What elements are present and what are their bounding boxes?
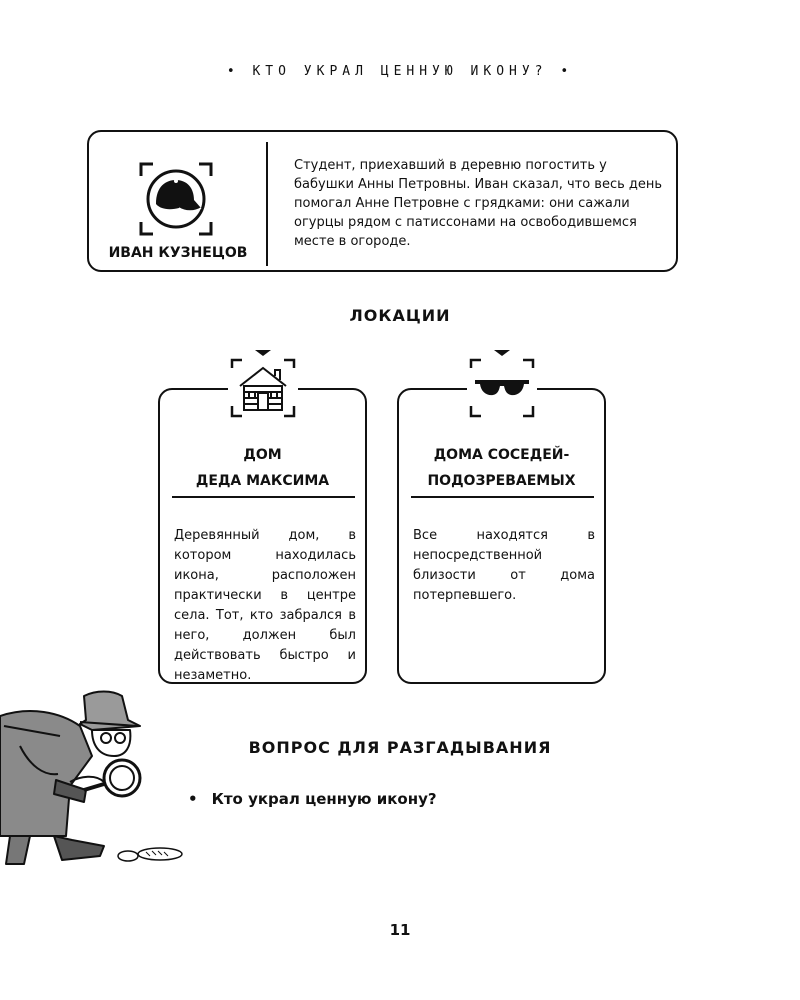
location-divider xyxy=(411,496,594,498)
question-text: Кто украл ценную икону? xyxy=(211,790,437,808)
location-title-line2: ДЕДА МАКСИМА xyxy=(195,473,330,489)
location-title-line1: ДОМА СОСЕДЕЙ- xyxy=(433,447,570,463)
sunglasses-icon xyxy=(467,346,537,426)
log-cabin-icon xyxy=(228,346,298,426)
question-title: ВОПРОС ДЛЯ РАЗГАДЫВАНИЯ xyxy=(248,738,552,757)
location-title-line1: ДОМ xyxy=(243,447,282,463)
detective-illustration xyxy=(0,686,190,866)
question-list-item xyxy=(188,790,437,808)
baseball-cap-icon xyxy=(139,162,213,236)
suspect-profile-card xyxy=(87,130,678,272)
locations-title: ЛОКАЦИИ xyxy=(349,306,451,325)
suspect-name: ИВАН КУЗНЕЦОВ xyxy=(108,245,248,261)
location-card-neighbors-houses xyxy=(397,388,606,684)
running-header: • КТО УКРАЛ ЦЕННУЮ ИКОНУ? • xyxy=(226,64,574,79)
location-card-grandpa-house xyxy=(158,388,367,684)
location-description: Деревянный дом, в котором находилась икона, расположен практически в центре села. Тот, кто забрался в него, должен был действовать быстро и незаметно. xyxy=(174,528,356,683)
location-description: Все находятся в непосредственной близости от дома потерпевшего. xyxy=(413,528,595,603)
profile-divider xyxy=(266,142,268,266)
bullet: • xyxy=(188,790,198,808)
location-divider xyxy=(172,496,355,498)
page-number: 11 xyxy=(389,921,411,939)
suspect-bio: Студент, приехавший в деревню погостить у бабушки Анны Петровны. Иван сказал, что весь день помогал Анне Петровне с грядками: они сажали огурцы рядом с патиссонами на освободившемся месте в огороде. xyxy=(294,158,663,249)
suspect-profile-left xyxy=(89,132,267,270)
location-title-line2: ПОДОЗРЕВАЕМЫХ xyxy=(427,473,576,489)
location-title xyxy=(172,442,353,494)
location-title xyxy=(411,442,592,494)
